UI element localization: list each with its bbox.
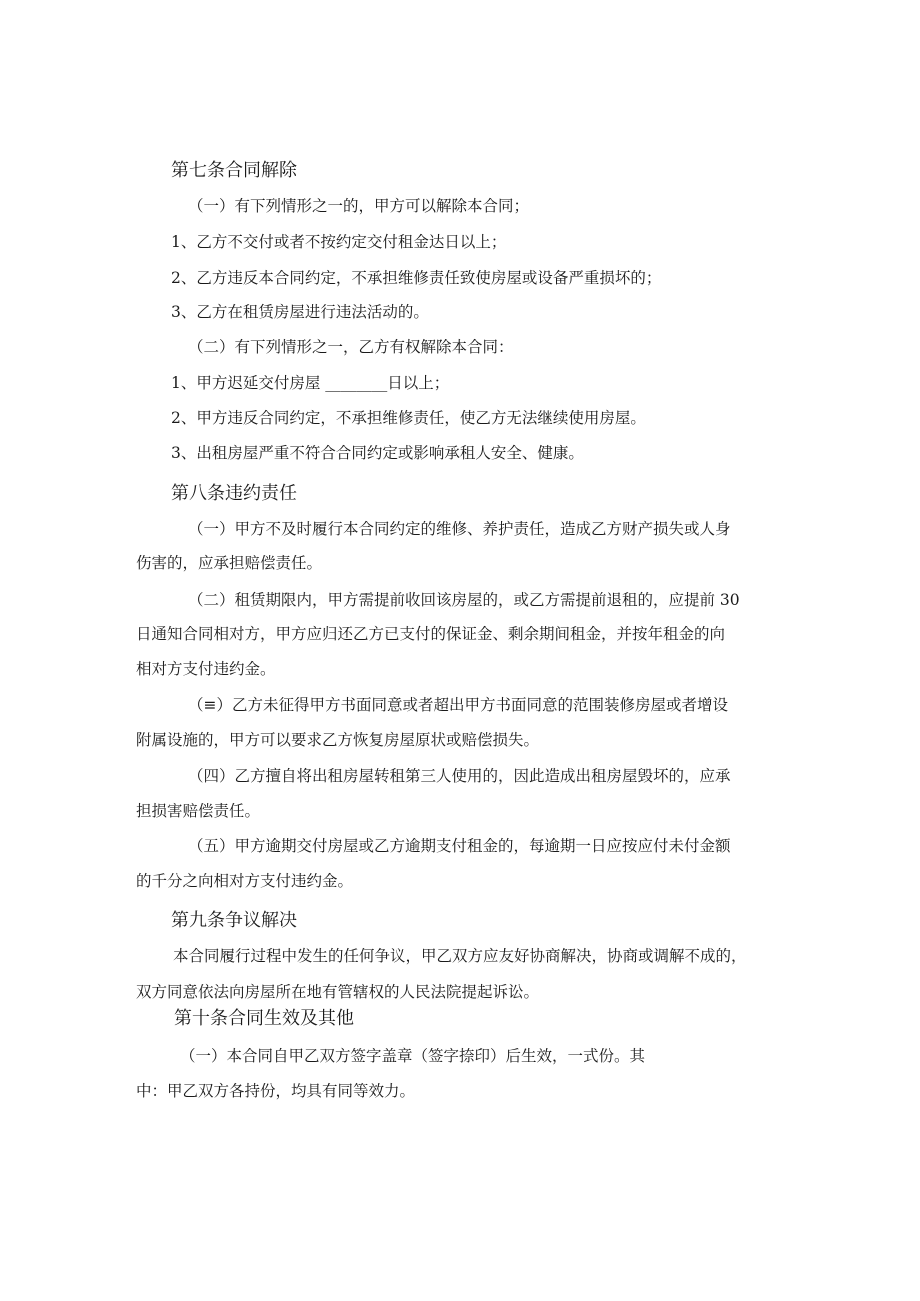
article8-p5-line1: （五）甲方逾期交付房屋或乙方逾期支付租金的，每逾期一日应按应付未付金额 [188, 837, 731, 855]
article7-para1: （一）有下列情形之一的，甲方可以解除本合同； [188, 197, 530, 215]
article8-p3-line2: 附属设施的，甲方可以要求乙方恢复房屋原状或赔偿损失。 [136, 731, 540, 749]
article8-p2-line1: （二）租赁期限内，甲方需提前收回该房屋的，或乙方需提前退租的，应提前 30 [188, 591, 740, 609]
article10-title: 第十条合同生效及其他 [174, 1008, 354, 1029]
article7-item1: 1、乙方不交付或者不按约定交付租金达日以上； [171, 233, 507, 251]
article8-p4-line2: 担损害赔偿责任。 [136, 802, 261, 820]
article8-title: 第八条违约责任 [171, 483, 297, 504]
article8-p2-line2: 日通知合同相对方，甲方应归还乙方已支付的保证金、剩余期间租金，并按年租金的向 [136, 625, 726, 643]
article8-p2-line3: 相对方支付违约金。 [136, 660, 276, 678]
article9-title: 第九条争议解决 [171, 910, 297, 931]
article7-item2: 2、乙方违反本合同约定，不承担维修责任致使房屋或设备严重损坏的； [171, 269, 662, 287]
article7-item6: 3、出租房屋严重不符合合同约定或影响承租人安全、健康。 [171, 444, 584, 462]
article7-item4: 1、甲方迟延交付房屋 ________日以上； [171, 374, 450, 392]
article8-p1-line2: 伤害的，应承担赔偿责任。 [136, 554, 323, 572]
article9-line1: 本合同履行过程中发生的任何争议，甲乙双方应友好协商解决，协商或调解不成的， [173, 947, 747, 965]
article7-item5: 2、甲方违反合同约定，不承担维修责任，使乙方无法继续使用房屋。 [171, 409, 646, 427]
article10-line2: 中：甲乙双方各持份，均具有同等效力。 [136, 1082, 416, 1100]
article7-item3: 3、乙方在租赁房屋进行违法活动的。 [171, 303, 429, 321]
article8-p1-line1: （一）甲方不及时履行本合同约定的维修、养护责任，造成乙方财产损失或人身 [188, 520, 731, 538]
article9-line2: 双方同意依法向房屋所在地有管辖权的人民法院提起诉讼。 [136, 983, 540, 1001]
article8-p3-line1: （≡）乙方未征得甲方书面同意或者超出甲方书面同意的范围装修房屋或者增设 [188, 696, 728, 714]
article8-p5-line2: 的千分之向相对方支付违约金。 [136, 872, 354, 890]
article8-p4-line1: （四）乙方擅自将出租房屋转租第三人使用的，因此造成出租房屋毁坏的，应承 [188, 767, 731, 785]
article10-line1: （一）本合同自甲乙双方签字盖章（签字捺印）后生效，一式份。其 [180, 1047, 646, 1065]
article7-para2: （二）有下列情形之一，乙方有权解除本合同： [188, 338, 514, 356]
article7-title: 第七条合同解除 [171, 160, 297, 181]
